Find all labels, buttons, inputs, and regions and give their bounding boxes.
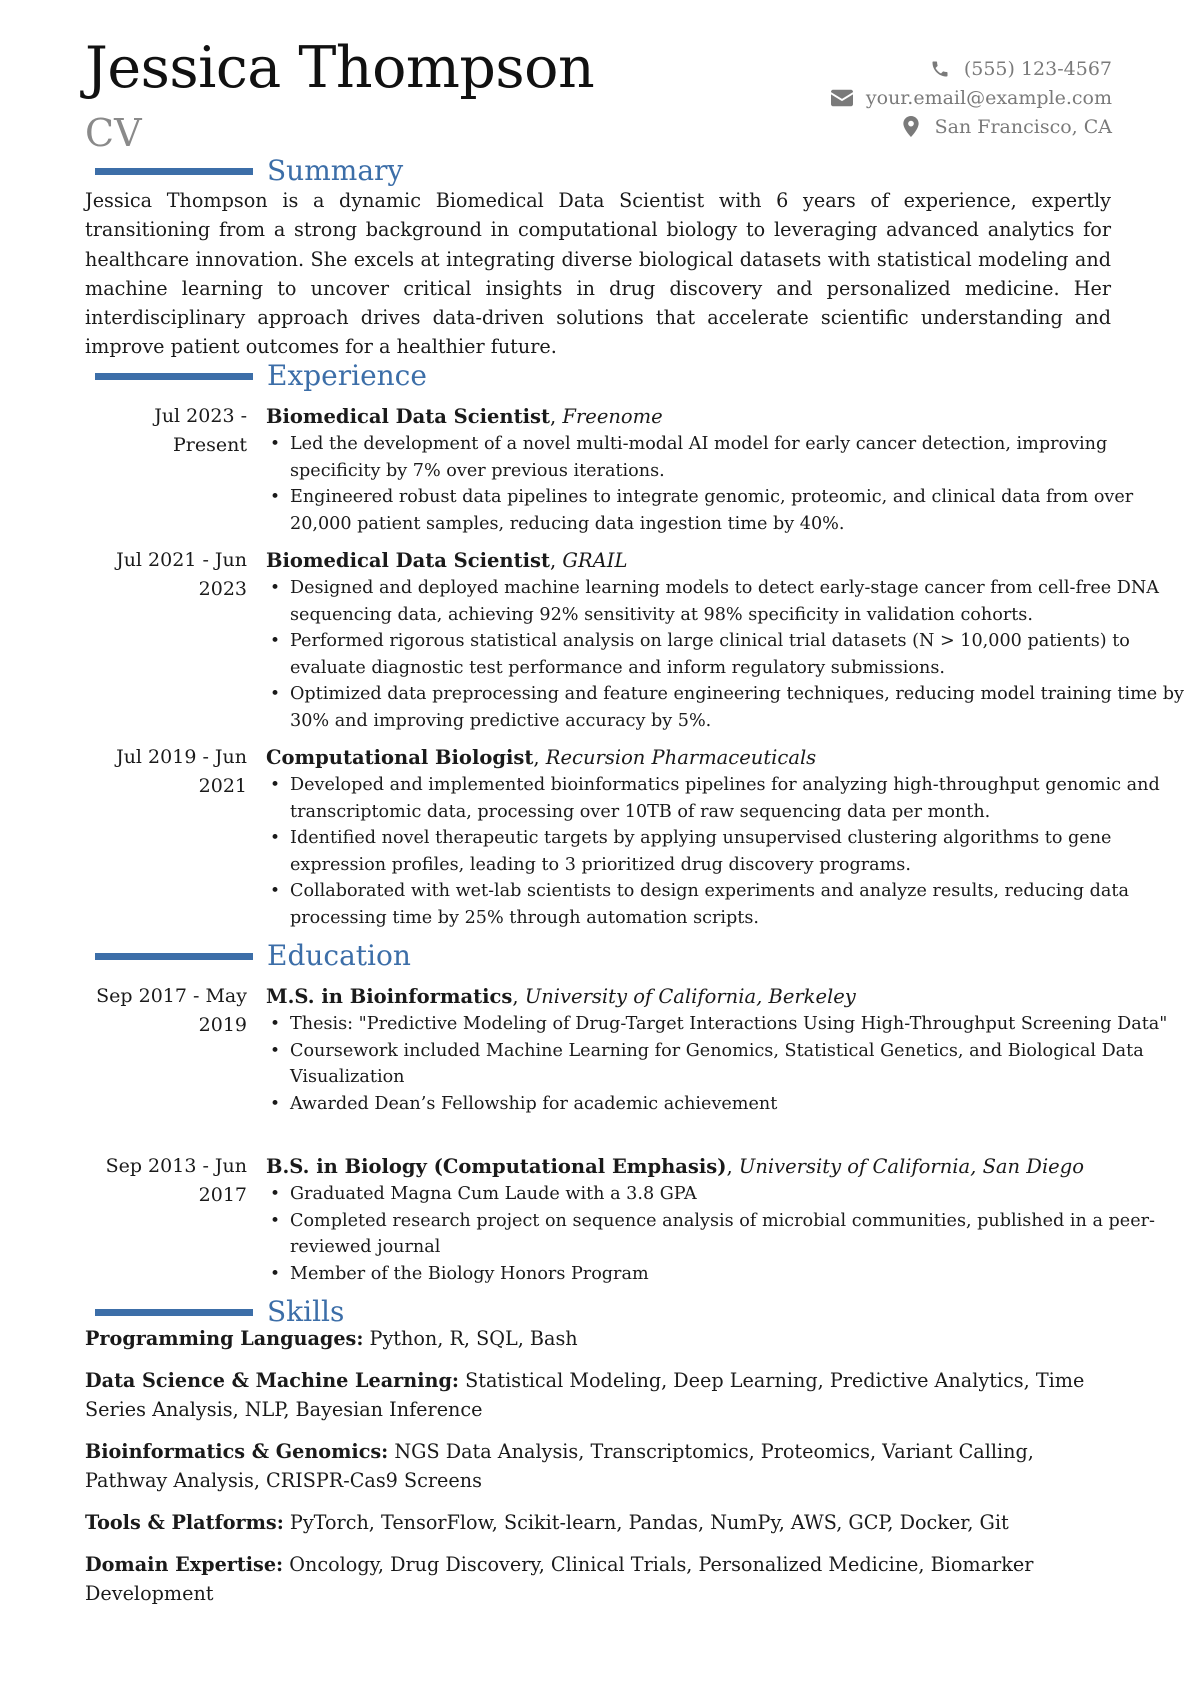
entry-bullets [266, 431, 1190, 537]
skill-list: NGS Data Analysis, Transcriptomics, Proteomics, Variant Calling, Pathway Analysis, CRISPR-Cas9 Screens [85, 1440, 1034, 1493]
section-accent-bar [95, 953, 253, 960]
entry-date: Jul 2021 - Jun 2023 [116, 549, 247, 600]
skill-row [85, 1550, 1115, 1609]
section-accent-bar [95, 373, 253, 380]
entry-body [266, 743, 1190, 931]
candidate-name: Jessica Thompson [85, 35, 595, 101]
skill-row [85, 1437, 1115, 1496]
section-heading-experience [95, 359, 427, 392]
entry-body [266, 546, 1190, 734]
skill-category: Data Science & Machine Learning: [85, 1369, 459, 1392]
list-item: • Collaborated with wet-lab scientists to design experiments and analyze results, reducing data processing time by 25% through automation scripts. [290, 878, 1190, 931]
entry-date: Jul 2019 - Jun 2021 [116, 746, 247, 797]
section-title: Skills [267, 1295, 345, 1328]
skill-list: Statistical Modeling, Deep Learning, Predictive Analytics, Time Series Analysis, NLP, Bayesian Inference [85, 1369, 1085, 1422]
entry-heading: Biomedical Data Scientist, Freenome [266, 405, 663, 428]
section-title: Summary [267, 154, 404, 187]
document-type: CV [85, 111, 142, 155]
email-address[interactable]: your.email@example.com [865, 86, 1112, 109]
list-item: • Performed rigorous statistical analysis on large clinical trial datasets (N > 10,000 patients) to evaluate diagnostic test performance and inform regulatory submissions. [290, 628, 1190, 681]
list-item: • Led the development of a novel multi-modal AI model for early cancer detection, improving specificity by 7% over previous iterations. [290, 431, 1190, 484]
skill-row [85, 1324, 1115, 1353]
list-item: • Awarded Dean’s Fellowship for academic achievement [290, 1091, 1190, 1118]
contact-location [831, 112, 1112, 141]
skill-category: Bioinformatics & Genomics: [85, 1440, 389, 1463]
entry-bullets [266, 1181, 1190, 1287]
job-title: Biomedical Data Scientist [266, 549, 551, 572]
section-heading-education [95, 939, 411, 972]
entry-heading: B.S. in Biology (Computational Emphasis), University of California, San Diego [266, 1155, 1084, 1178]
entry-body [266, 402, 1190, 537]
contact-phone [831, 54, 1112, 83]
employer: Recursion Pharmaceuticals [545, 746, 817, 769]
entry-body [266, 982, 1190, 1117]
section-title: Experience [267, 359, 427, 392]
entry-body [266, 1152, 1190, 1287]
entry-bullets [266, 772, 1190, 931]
skill-category: Programming Languages: [85, 1327, 364, 1350]
degree-title: M.S. in Bioinformatics [266, 985, 513, 1008]
skill-list: Python, R, SQL, Bash [369, 1327, 578, 1350]
list-item: • Member of the Biology Honors Program [290, 1261, 1190, 1288]
entry-date: Jul 2023 - Present [154, 405, 247, 456]
entry-date: Sep 2013 - Jun 2017 [105, 1155, 247, 1206]
institution: University of California, San Diego [738, 1155, 1084, 1178]
list-item: • Engineered robust data pipelines to integrate genomic, proteomic, and clinical data from over 20,000 patient samples, reducing data ingestion time by 40%. [290, 484, 1190, 537]
list-item: • Identified novel therapeutic targets by applying unsupervised clustering algorithms to gene expression profiles, leading to 3 prioritized drug discovery programs. [290, 825, 1190, 878]
list-item: • Designed and deployed machine learning models to detect early-stage cancer from cell-free DNA sequencing data, achieving 92% sensitivity at 98% specificity in validation cohorts. [290, 575, 1190, 628]
skill-row [85, 1508, 1115, 1537]
skill-list: Oncology, Drug Discovery, Clinical Trials, Personalized Medicine, Biomarker Development [85, 1553, 1034, 1606]
entry-heading: Computational Biologist, Recursion Pharmaceuticals [266, 746, 817, 769]
entry-heading: M.S. in Bioinformatics, University of California, Berkeley [266, 985, 856, 1008]
list-item: • Coursework included Machine Learning for Genomics, Statistical Genetics, and Biological Data Visualization [290, 1038, 1190, 1091]
entry-bullets [266, 575, 1190, 734]
section-accent-bar [95, 1309, 253, 1316]
map-pin-icon [900, 116, 922, 138]
entry-bullets [266, 1011, 1190, 1117]
job-title: Computational Biologist [266, 746, 534, 769]
degree-title: B.S. in Biology (Computational Emphasis) [266, 1155, 727, 1178]
list-item: • Graduated Magna Cum Laude with a 3.8 GPA [290, 1181, 1190, 1208]
list-item: • Completed research project on sequence analysis of microbial communities, published in a peer-reviewed journal [290, 1208, 1190, 1261]
list-item: • Optimized data preprocessing and feature engineering techniques, reducing model training time by 30% and improving predictive accuracy by 5%. [290, 681, 1190, 734]
location-text: San Francisco, CA [934, 115, 1112, 138]
contact-email [831, 83, 1112, 112]
institution: University of California, Berkeley [524, 985, 856, 1008]
envelope-icon [831, 87, 853, 109]
job-title: Biomedical Data Scientist [266, 405, 551, 428]
list-item: • Developed and implemented bioinformatics pipelines for analyzing high-throughput genomic and transcriptomic data, processing over 10TB of raw sequencing data per month. [290, 772, 1190, 825]
summary-text: Jessica Thompson is a dynamic Biomedical Data Scientist with 6 years of experience, expertly transitioning from a strong background in computational biology to leveraging advanced analytics for healthcare innovation. She excels at integrating diverse biological datasets with statistical modeling and machine learning to uncover critical insights in drug discovery and personalized medicine. Her interdisciplinary approach drives data-driven solutions that accelerate scientific understanding and improve patient outcomes for a healthier future. [85, 189, 1111, 359]
phone-number[interactable]: (555) 123-4567 [963, 57, 1112, 80]
section-heading-summary [95, 154, 404, 187]
employer: Freenome [562, 405, 663, 428]
section-title: Education [267, 939, 411, 972]
section-heading-skills [95, 1295, 345, 1328]
contact-block [831, 54, 1112, 141]
phone-icon [929, 58, 951, 80]
skill-row [85, 1366, 1115, 1425]
list-item: • Thesis: "Predictive Modeling of Drug-Target Interactions Using High-Throughput Screening Data" [290, 1011, 1190, 1038]
skill-category: Domain Expertise: [85, 1553, 284, 1576]
employer: GRAIL [562, 549, 628, 572]
skill-list: PyTorch, TensorFlow, Scikit-learn, Pandas, NumPy, AWS, GCP, Docker, Git [289, 1511, 1009, 1534]
skill-category: Tools & Platforms: [85, 1511, 284, 1534]
entry-date: Sep 2017 - May 2019 [96, 985, 247, 1036]
entry-heading: Biomedical Data Scientist, GRAIL [266, 549, 628, 572]
section-accent-bar [95, 168, 253, 175]
